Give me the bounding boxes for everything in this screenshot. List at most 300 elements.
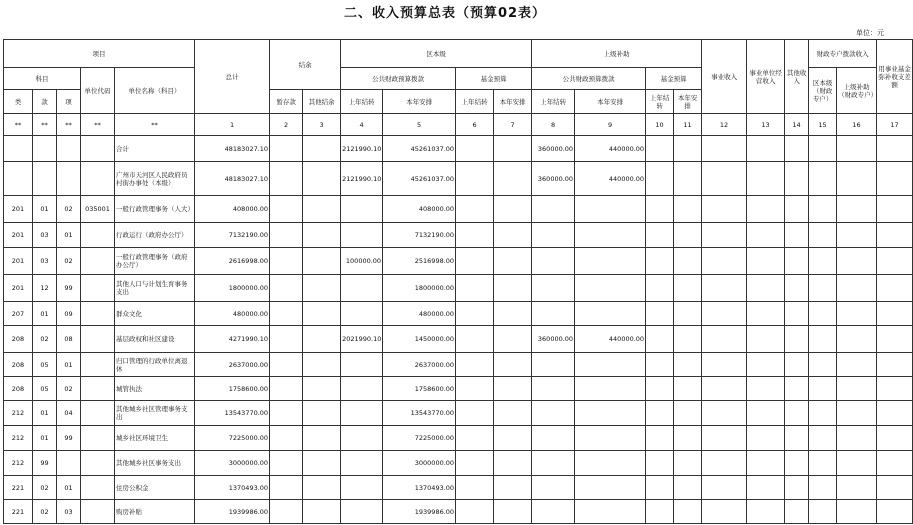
empty-cell	[785, 136, 809, 162]
empty-cell	[747, 162, 785, 196]
empty-cell	[809, 162, 837, 196]
empty-cell	[303, 401, 341, 426]
empty-cell	[646, 326, 674, 353]
table-row	[4, 248, 913, 275]
empty-cell	[456, 136, 494, 162]
cell-lei: 221	[4, 476, 33, 500]
empty-cell	[270, 248, 303, 275]
empty-cell	[303, 196, 341, 223]
empty-cell	[837, 500, 877, 524]
header-gb-this: 本年安排	[383, 90, 456, 114]
empty-cell	[270, 377, 303, 401]
cell-lei: 212	[4, 401, 33, 426]
cell-total: 1939986.00	[195, 500, 270, 524]
cell-total: 1758600.00	[195, 377, 270, 401]
empty-cell	[270, 500, 303, 524]
col-number: 16	[837, 114, 877, 136]
cell-c8	[532, 353, 575, 377]
empty-cell	[303, 275, 341, 302]
cell-c8	[532, 223, 575, 248]
star-cell: **	[115, 114, 195, 136]
cell-kuan: 03	[33, 223, 57, 248]
table-row	[4, 302, 913, 326]
empty-cell	[809, 426, 837, 451]
col-number: 11	[674, 114, 702, 136]
unit-label: 单位：元	[856, 29, 884, 37]
empty-cell	[877, 302, 913, 326]
empty-cell	[837, 426, 877, 451]
empty-cell	[747, 451, 785, 476]
col-number: 12	[702, 114, 747, 136]
cell-c4	[341, 302, 383, 326]
cell-c5: 7225000.00	[383, 426, 456, 451]
cell-total: 2616998.00	[195, 248, 270, 275]
col-number: 17	[877, 114, 913, 136]
cell-lei	[4, 136, 33, 162]
empty-cell	[494, 451, 532, 476]
empty-cell	[809, 302, 837, 326]
cell-total: 48183027.10	[195, 136, 270, 162]
cell-c5: 1370493.00	[383, 476, 456, 500]
empty-cell	[646, 248, 674, 275]
empty-cell	[837, 476, 877, 500]
cell-c4: 2021990.10	[341, 326, 383, 353]
cell-c5: 13543770.00	[383, 401, 456, 426]
cell-xiang: 03	[57, 500, 81, 524]
cell-kuan: 03	[33, 248, 57, 275]
table-row	[4, 196, 913, 223]
cell-kuan: 02	[33, 500, 57, 524]
cell-c8	[532, 196, 575, 223]
header-balance: 结余	[270, 40, 341, 90]
header-ufb-prev: 上年结转	[646, 90, 674, 114]
empty-cell	[303, 353, 341, 377]
empty-cell	[646, 275, 674, 302]
empty-cell	[303, 162, 341, 196]
empty-cell	[456, 302, 494, 326]
header-gb-prev: 上年结转	[341, 90, 383, 114]
empty-cell	[809, 451, 837, 476]
col-number: 10	[646, 114, 674, 136]
empty-cell	[837, 353, 877, 377]
cell-total: 7225000.00	[195, 426, 270, 451]
empty-cell	[270, 136, 303, 162]
table-row	[4, 377, 913, 401]
cell-c8	[532, 426, 575, 451]
table-row	[4, 426, 913, 451]
empty-cell	[456, 275, 494, 302]
cell-c8	[532, 302, 575, 326]
empty-cell	[674, 302, 702, 326]
empty-cell	[809, 326, 837, 353]
cell-c4: 2121990.10	[341, 162, 383, 196]
empty-cell	[674, 451, 702, 476]
header-row-1	[4, 40, 913, 68]
col-number: 3	[303, 114, 341, 136]
empty-cell	[270, 353, 303, 377]
empty-cell	[702, 275, 747, 302]
header-ugb-this: 本年安排	[575, 90, 646, 114]
cell-lei	[4, 162, 33, 196]
cell-xiang: 02	[57, 196, 81, 223]
header-lei: 类	[4, 90, 33, 114]
cell-lei: 207	[4, 302, 33, 326]
cell-total: 13543770.00	[195, 401, 270, 426]
empty-cell	[785, 353, 809, 377]
empty-cell	[646, 196, 674, 223]
empty-cell	[877, 451, 913, 476]
cell-c4	[341, 377, 383, 401]
empty-cell	[747, 377, 785, 401]
empty-cell	[270, 302, 303, 326]
header-ufb-this: 本年安排	[674, 90, 702, 114]
table-row	[4, 223, 913, 248]
empty-cell	[747, 196, 785, 223]
cell-xiang: 01	[57, 223, 81, 248]
empty-cell	[646, 401, 674, 426]
empty-cell	[646, 500, 674, 524]
cell-c9	[575, 275, 646, 302]
cell-c8	[532, 248, 575, 275]
empty-cell	[747, 353, 785, 377]
empty-cell	[494, 223, 532, 248]
empty-cell	[456, 426, 494, 451]
cell-total: 4271990.10	[195, 326, 270, 353]
cell-kuan: 01	[33, 401, 57, 426]
empty-cell	[702, 223, 747, 248]
empty-cell	[747, 326, 785, 353]
header-total: 总计	[195, 40, 270, 114]
empty-cell	[809, 476, 837, 500]
empty-cell	[809, 223, 837, 248]
cell-kuan: 01	[33, 196, 57, 223]
empty-cell	[877, 353, 913, 377]
cell-code	[81, 136, 115, 162]
empty-cell	[747, 275, 785, 302]
cell-c4	[341, 401, 383, 426]
empty-cell	[456, 196, 494, 223]
empty-cell	[456, 223, 494, 248]
cell-name: 行政运行（政府办公厅）	[115, 223, 195, 248]
empty-cell	[494, 196, 532, 223]
col-number: 5	[383, 114, 456, 136]
cell-kuan: 02	[33, 326, 57, 353]
cell-code	[81, 326, 115, 353]
empty-cell	[809, 275, 837, 302]
empty-cell	[674, 136, 702, 162]
cell-c8	[532, 377, 575, 401]
col-number: 8	[532, 114, 575, 136]
cell-kuan: 01	[33, 302, 57, 326]
cell-kuan: 99	[33, 451, 57, 476]
empty-cell	[837, 326, 877, 353]
empty-cell	[674, 500, 702, 524]
empty-cell	[809, 500, 837, 524]
empty-cell	[456, 353, 494, 377]
empty-cell	[785, 275, 809, 302]
cell-c5: 408000.00	[383, 196, 456, 223]
empty-cell	[456, 248, 494, 275]
cell-c5: 1450000.00	[383, 326, 456, 353]
cell-c4	[341, 426, 383, 451]
empty-cell	[747, 302, 785, 326]
empty-cell	[646, 353, 674, 377]
empty-cell	[747, 223, 785, 248]
cell-lei: 201	[4, 248, 33, 275]
empty-cell	[646, 162, 674, 196]
cell-xiang: 99	[57, 426, 81, 451]
header-business-income: 事业单位经营收入	[747, 40, 785, 114]
header-xiang: 项	[57, 90, 81, 114]
empty-cell	[674, 196, 702, 223]
cell-c9	[575, 451, 646, 476]
star-cell: **	[4, 114, 33, 136]
empty-cell	[674, 476, 702, 500]
header-fb-this: 本年安排	[494, 90, 532, 114]
cell-c8	[532, 401, 575, 426]
cell-name: 城管执法	[115, 377, 195, 401]
cell-name: 住房公积金	[115, 476, 195, 500]
empty-cell	[494, 426, 532, 451]
empty-cell	[877, 136, 913, 162]
star-cell: **	[33, 114, 57, 136]
header-ugb-prev: 上年结转	[532, 90, 575, 114]
empty-cell	[702, 500, 747, 524]
empty-cell	[785, 377, 809, 401]
empty-cell	[456, 326, 494, 353]
empty-cell	[303, 326, 341, 353]
empty-cell	[674, 401, 702, 426]
empty-cell	[494, 500, 532, 524]
cell-c5: 3000000.00	[383, 451, 456, 476]
empty-cell	[494, 377, 532, 401]
cell-kuan: 02	[33, 476, 57, 500]
empty-cell	[456, 162, 494, 196]
table-row	[4, 275, 913, 302]
cell-c5: 45261037.00	[383, 162, 456, 196]
cell-kuan: 05	[33, 353, 57, 377]
empty-cell	[877, 401, 913, 426]
cell-code	[81, 451, 115, 476]
cell-total: 48183027.10	[195, 162, 270, 196]
cell-code	[81, 248, 115, 275]
empty-cell	[837, 451, 877, 476]
cell-lei: 201	[4, 223, 33, 248]
empty-cell	[837, 302, 877, 326]
empty-cell	[646, 451, 674, 476]
empty-cell	[303, 302, 341, 326]
empty-cell	[674, 275, 702, 302]
empty-cell	[674, 326, 702, 353]
empty-cell	[674, 377, 702, 401]
cell-c4	[341, 500, 383, 524]
cell-code	[81, 223, 115, 248]
col-number: 2	[270, 114, 303, 136]
empty-cell	[270, 476, 303, 500]
cell-total: 480000.00	[195, 302, 270, 326]
empty-cell	[303, 426, 341, 451]
cell-c5: 480000.00	[383, 302, 456, 326]
col-number: 13	[747, 114, 785, 136]
empty-cell	[809, 136, 837, 162]
empty-cell	[809, 377, 837, 401]
empty-cell	[456, 401, 494, 426]
cell-c9	[575, 223, 646, 248]
cell-c5: 1800000.00	[383, 275, 456, 302]
empty-cell	[303, 500, 341, 524]
cell-c9	[575, 401, 646, 426]
cell-c5: 2637000.00	[383, 353, 456, 377]
cell-c5: 1758600.00	[383, 377, 456, 401]
cell-xiang: 02	[57, 248, 81, 275]
header-upper-general-budget: 公共财政预算拨款	[532, 68, 646, 90]
cell-c4	[341, 451, 383, 476]
table-row	[4, 500, 913, 524]
cell-c5: 7132190.00	[383, 223, 456, 248]
star-cell: **	[57, 114, 81, 136]
empty-cell	[702, 136, 747, 162]
cell-xiang: 01	[57, 353, 81, 377]
cell-code	[81, 401, 115, 426]
cell-c4	[341, 353, 383, 377]
empty-cell	[785, 401, 809, 426]
table-row	[4, 136, 913, 162]
empty-cell	[702, 248, 747, 275]
empty-cell	[837, 223, 877, 248]
empty-cell	[270, 275, 303, 302]
empty-cell	[270, 426, 303, 451]
empty-cell	[702, 302, 747, 326]
header-same-level: 区本级	[341, 40, 532, 68]
empty-cell	[270, 326, 303, 353]
cell-c8: 360000.00	[532, 136, 575, 162]
empty-cell	[702, 377, 747, 401]
cell-name: 城乡社区环境卫生	[115, 426, 195, 451]
cell-xiang	[57, 136, 81, 162]
cell-name: 其他人口与计划生育事务支出	[115, 275, 195, 302]
table-row	[4, 326, 913, 353]
empty-cell	[747, 500, 785, 524]
empty-cell	[877, 377, 913, 401]
cell-name: 一般行政管理事务（政府办公厅）	[115, 248, 195, 275]
cell-lei: 208	[4, 326, 33, 353]
empty-cell	[456, 451, 494, 476]
empty-cell	[494, 275, 532, 302]
cell-c4	[341, 196, 383, 223]
cell-code: 035001	[81, 196, 115, 223]
empty-cell	[456, 377, 494, 401]
empty-cell	[494, 162, 532, 196]
empty-cell	[837, 248, 877, 275]
cell-kuan	[33, 162, 57, 196]
cell-xiang: 08	[57, 326, 81, 353]
header-surplus-income: 用事业基金弥补收支差额	[877, 40, 913, 114]
col-number: 1	[195, 114, 270, 136]
empty-cell	[877, 500, 913, 524]
cell-c4	[341, 476, 383, 500]
table-row	[4, 476, 913, 500]
header-deposit: 暂存款	[270, 90, 303, 114]
cell-c9	[575, 196, 646, 223]
column-number-row	[4, 114, 913, 136]
cell-xiang: 02	[57, 377, 81, 401]
cell-xiang: 99	[57, 275, 81, 302]
report-title: 二、收入预算总表（预算02表）	[343, 6, 547, 21]
cell-c5: 2516998.00	[383, 248, 456, 275]
cell-code	[81, 275, 115, 302]
empty-cell	[702, 426, 747, 451]
cell-code	[81, 426, 115, 451]
data-rows	[4, 136, 913, 524]
cell-c9	[575, 476, 646, 500]
cell-name: 合计	[115, 136, 195, 162]
empty-cell	[785, 476, 809, 500]
empty-cell	[303, 248, 341, 275]
empty-cell	[270, 451, 303, 476]
empty-cell	[674, 426, 702, 451]
empty-cell	[785, 451, 809, 476]
table-row	[4, 401, 913, 426]
cell-c8: 360000.00	[532, 162, 575, 196]
empty-cell	[494, 136, 532, 162]
empty-cell	[456, 476, 494, 500]
empty-cell	[494, 326, 532, 353]
cell-lei: 208	[4, 377, 33, 401]
col-number: 4	[341, 114, 383, 136]
header-item: 项目	[4, 40, 195, 68]
cell-c9	[575, 248, 646, 275]
header-upper-special: 上级补助（财政专户）	[837, 68, 877, 114]
empty-cell	[837, 401, 877, 426]
cell-c4: 2121990.10	[341, 136, 383, 162]
cell-c5: 45261037.00	[383, 136, 456, 162]
cell-kuan: 01	[33, 426, 57, 451]
cell-name: 群众文化	[115, 302, 195, 326]
empty-cell	[809, 248, 837, 275]
header-unit-name: 单位名称（科目）	[115, 68, 195, 114]
empty-cell	[674, 223, 702, 248]
cell-kuan: 05	[33, 377, 57, 401]
cell-total: 2637000.00	[195, 353, 270, 377]
cell-code	[81, 500, 115, 524]
cell-c9: 440000.00	[575, 162, 646, 196]
empty-cell	[785, 326, 809, 353]
cell-total: 1370493.00	[195, 476, 270, 500]
empty-cell	[877, 196, 913, 223]
empty-cell	[270, 223, 303, 248]
cell-c4	[341, 275, 383, 302]
cell-c8	[532, 275, 575, 302]
cell-xiang	[57, 162, 81, 196]
cell-c8: 360000.00	[532, 326, 575, 353]
empty-cell	[702, 162, 747, 196]
empty-cell	[702, 196, 747, 223]
table-row	[4, 451, 913, 476]
empty-cell	[809, 401, 837, 426]
col-number: 15	[809, 114, 837, 136]
empty-cell	[494, 353, 532, 377]
empty-cell	[809, 353, 837, 377]
cell-xiang: 01	[57, 476, 81, 500]
cell-total: 1800000.00	[195, 275, 270, 302]
cell-code	[81, 377, 115, 401]
empty-cell	[674, 353, 702, 377]
cell-lei: 212	[4, 426, 33, 451]
empty-cell	[494, 401, 532, 426]
table-row	[4, 162, 913, 196]
cell-name: 基层政权和社区建设	[115, 326, 195, 353]
empty-cell	[494, 302, 532, 326]
